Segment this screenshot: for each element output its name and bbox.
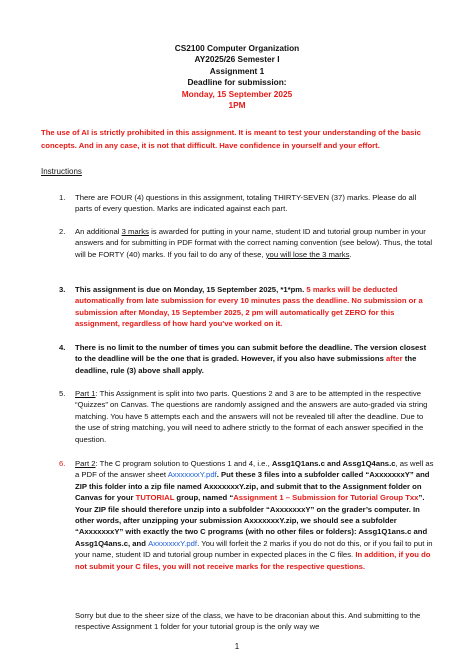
assignment-title: Assignment 1 [209, 65, 265, 76]
course-title: CS2100 Computer Organization [174, 43, 300, 53]
text-segment: An additional [75, 227, 122, 236]
underlined-text: you will lose the 3 marks [265, 249, 350, 259]
penalty-text: In addition, if you do not submit your C files, you will not receive marks for the respective questions. [75, 550, 431, 571]
text-segment: : The C program solution to Questions 1 and 4, i.e., [95, 459, 272, 468]
item-number: 5. [59, 389, 66, 398]
penalty-text: 5 marks will be deducted automatically from late submission for every 10 minutes pass the deadline. No submission or a submission after Monday, 15 September 2025, 2 pm will automatically get ZERO for this assignment, regardless of how hard you've worked on it. [75, 285, 423, 329]
document-header [0, 43, 474, 111]
filename-text: AxxxxxxxY.pdf [167, 470, 217, 480]
text-segment: ”. Your ZIP file should therefore unzip into a subfolder “AxxxxxxxY” on the grader’s computer. In other words, after unzipping your submission AxxxxxxxY.zip, we should see a subfolder “AxxxxxxxY” with exactly the two C programs (with no other files or folders): Assg1Q1ans.c and Assg1Q4ans.c, and [75, 493, 428, 548]
underlined-text: Part 2 [75, 459, 96, 468]
filename-text: Assg1Q1ans.c and Assg1Q4ans.c [271, 459, 396, 468]
emphasis-text: TUTORIAL [135, 493, 175, 503]
text-segment: group, named “ [174, 493, 234, 503]
text-segment: is awarded for putting in your name, student ID and tutorial group number in your answers and for submitting in PDF format with the correct naming convention (see below). Thus, the total will be FORTY (40) marks. If you fail to do any of these, [75, 227, 433, 259]
semester-line: AY2025/26 Semester I [194, 54, 280, 65]
instruction-item-3 [41, 284, 434, 330]
item-number: 6. [59, 459, 66, 468]
instruction-item-4 [41, 342, 434, 376]
item-number: 2. [59, 227, 66, 236]
item-number: 3. [59, 285, 66, 294]
closing-paragraph: Sorry but due to the sheer size of the class, we have to be draconian about this. And submitting to the respective Assignment 1 folder for your tutorial group is the only way we [75, 611, 421, 632]
underlined-text: Part 1 [75, 389, 96, 398]
item-number: 1. [59, 193, 66, 202]
item-text [75, 284, 434, 330]
instruction-item-2 [41, 226, 434, 260]
text-segment: , as well as a PDF of the answer sheet [75, 459, 434, 480]
item-text: There are FOUR (4) questions in this assignment, totaling THIRTY-SEVEN (37) marks. Please do all parts of every question. Marks are indicated against each part. [75, 193, 417, 214]
deadline-date: Monday, 15 September 2025 [181, 88, 293, 99]
item-text [75, 342, 434, 376]
folder-name-text: Assignment 1 – Submission for Tutorial Group Txx [233, 493, 419, 503]
text-segment: There is no limit to the number of times you can submit before the deadline. The version closest to the deadline will be the one that is graded. However, if you also have submissions [75, 343, 427, 364]
text-segment: the deadline, rule (3) above shall apply. [75, 354, 417, 375]
item-text [75, 458, 434, 572]
emphasis-text: after [386, 354, 403, 364]
page-number: 1 [234, 642, 240, 651]
item-text [75, 388, 434, 445]
deadline-label: Deadline for submission: [187, 77, 287, 88]
instructions-heading: Instructions [41, 167, 82, 176]
instruction-item-6 [41, 458, 434, 572]
instruction-item-5 [41, 388, 434, 445]
instruction-item-1 [41, 192, 434, 215]
text-segment: . You will forfeit the 2 marks if you do not do this, or if you fail to put in your name, student ID and tutorial group number in expected places in the C files. [75, 538, 433, 560]
text-segment: . [349, 249, 352, 259]
underlined-text: 3 marks [121, 227, 149, 236]
text-segment: . Put these 3 files into a subfolder called “AxxxxxxxY” and ZIP this folder into a zip file named AxxxxxxxY.zip, and submit that to the Assignment folder on Canvas for your [75, 470, 430, 503]
deadline-time: 1PM [228, 100, 246, 111]
text-segment: : This Assignment is split into two parts. Questions 2 and 3 are to be attempted in the respective “Quizzes” on Canvas. The questions are randomly assigned and the answers are auto-graded via string matching. You have 5 attempts each and the answers will not be revealed till after the deadline. Due to the use of string matching, you will need to adhere strictly to the format of each answer specified in the question. [75, 389, 428, 444]
ai-warning: The use of AI is strictly prohibited in this assignment. It is meant to test your understanding of the basic concepts. And in any case, it is not that difficult. Have confidence in yourself and your effort. [41, 128, 421, 150]
text-segment: This assignment is due on Monday, 15 September 2025, *1*pm. [75, 285, 307, 294]
item-text [75, 226, 434, 260]
filename-text: AxxxxxxxY.pdf [148, 538, 198, 548]
item-number: 4. [59, 343, 66, 352]
